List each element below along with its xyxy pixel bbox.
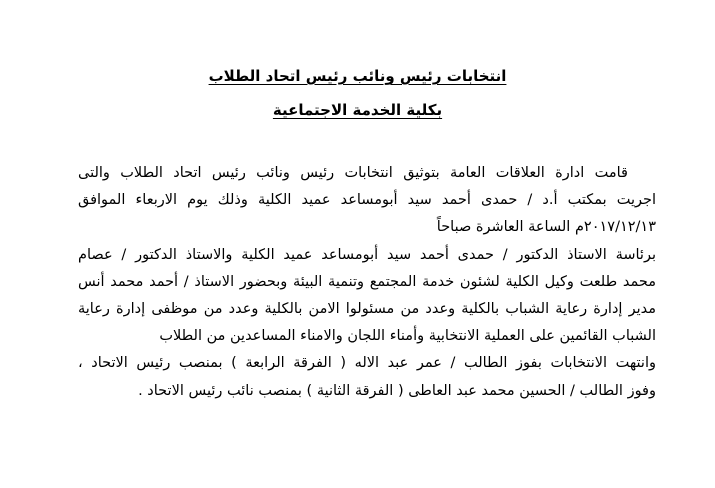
paragraph-line: اجريت بمكتب أ.د / حمدى أحمد سيد أبومساعد عميد الكلية وذلك يوم الاربعاء الموافق xyxy=(78,192,656,209)
paragraph-line: وفوز الطالب / الحسين محمد عبد العاطى ( الفرقة الثانية ) بمنصب نائب رئيس الاتحاد . xyxy=(138,382,656,399)
paragraph-line: وانتهت الانتخابات بفوز الطالب / عمر عبد الاله ( الفرقة الرابعة ) بمنصب رئيس الاتحاد ، xyxy=(78,355,656,372)
paragraph-line: مدير إدارة رعاية الشباب بالكلية وعدد من مسئولوا الامن بالكلية وعدد من موظفى إدارة رعاية xyxy=(78,300,656,317)
paragraph-line: قامت ادارة العلاقات العامة بتوثيق انتخابات رئيس ونائب رئيس اتحاد الطلاب والتى xyxy=(78,165,628,181)
document-body xyxy=(78,160,656,405)
paragraph-line: برئاسة الاستاذ الدكتور / حمدى أحمد سيد أبومساعد عميد الكلية والاستاذ الدكتور / عصام xyxy=(78,246,656,263)
document-subtitle: بكلية الخدمة الاجتماعية xyxy=(272,101,443,119)
paragraph-line: محمد طلعت وكيل الكلية لشئون خدمة المجتمع وتنمية البيئة وبحضور الاستاذ / أحمد محمد أنس xyxy=(78,273,656,290)
paragraph-line: ٢٠١٧/١٢/١٣م الساعة العاشرة صباحاً xyxy=(436,219,656,236)
document-title: انتخابات رئيس ونائب رئيس اتحاد الطلاب xyxy=(208,67,507,85)
paragraph-line: الشباب القائمين على العملية الانتخابية وأمناء اللجان والامناء المساعدين من الطلاب xyxy=(159,328,656,345)
